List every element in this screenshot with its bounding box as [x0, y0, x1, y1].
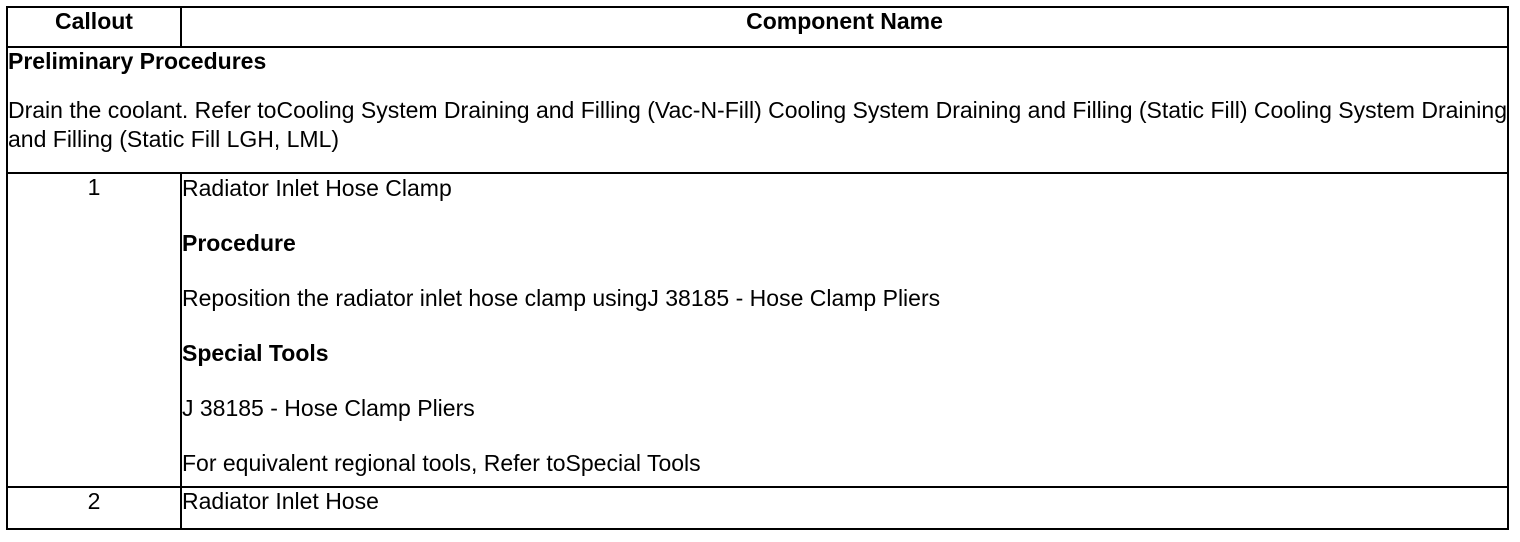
procedure-table [6, 6, 1509, 530]
component-name: Radiator Inlet Hose Clamp [182, 175, 452, 201]
component-name-header: Component Name [181, 7, 1508, 47]
procedure-heading: Procedure [182, 230, 296, 256]
header-row [7, 7, 1508, 47]
table-row [7, 487, 1508, 529]
callout-number: 2 [7, 487, 181, 529]
preliminary-row [7, 47, 1508, 173]
callout-header: Callout [7, 7, 181, 47]
special-tools-note: For equivalent regional tools, Refer toSpecial Tools [182, 450, 701, 476]
callout-number: 1 [7, 173, 181, 487]
component-cell [181, 173, 1508, 487]
special-tool-item: J 38185 - Hose Clamp Pliers [182, 395, 475, 421]
preliminary-heading: Preliminary Procedures [8, 48, 267, 74]
table-row [7, 173, 1508, 487]
procedure-text: Reposition the radiator inlet hose clamp usingJ 38185 - Hose Clamp Pliers [182, 285, 941, 311]
special-tools-heading: Special Tools [182, 340, 329, 366]
preliminary-text: Drain the coolant. Refer toCooling System Draining and Filling (Vac-N-Fill) Cooling System Draining and Filling (Static Fill) Cooling System Draining and Filling (Static Fill LGH, LML) [8, 97, 1507, 152]
component-name: Radiator Inlet Hose [181, 487, 1508, 529]
preliminary-cell [7, 47, 1508, 173]
